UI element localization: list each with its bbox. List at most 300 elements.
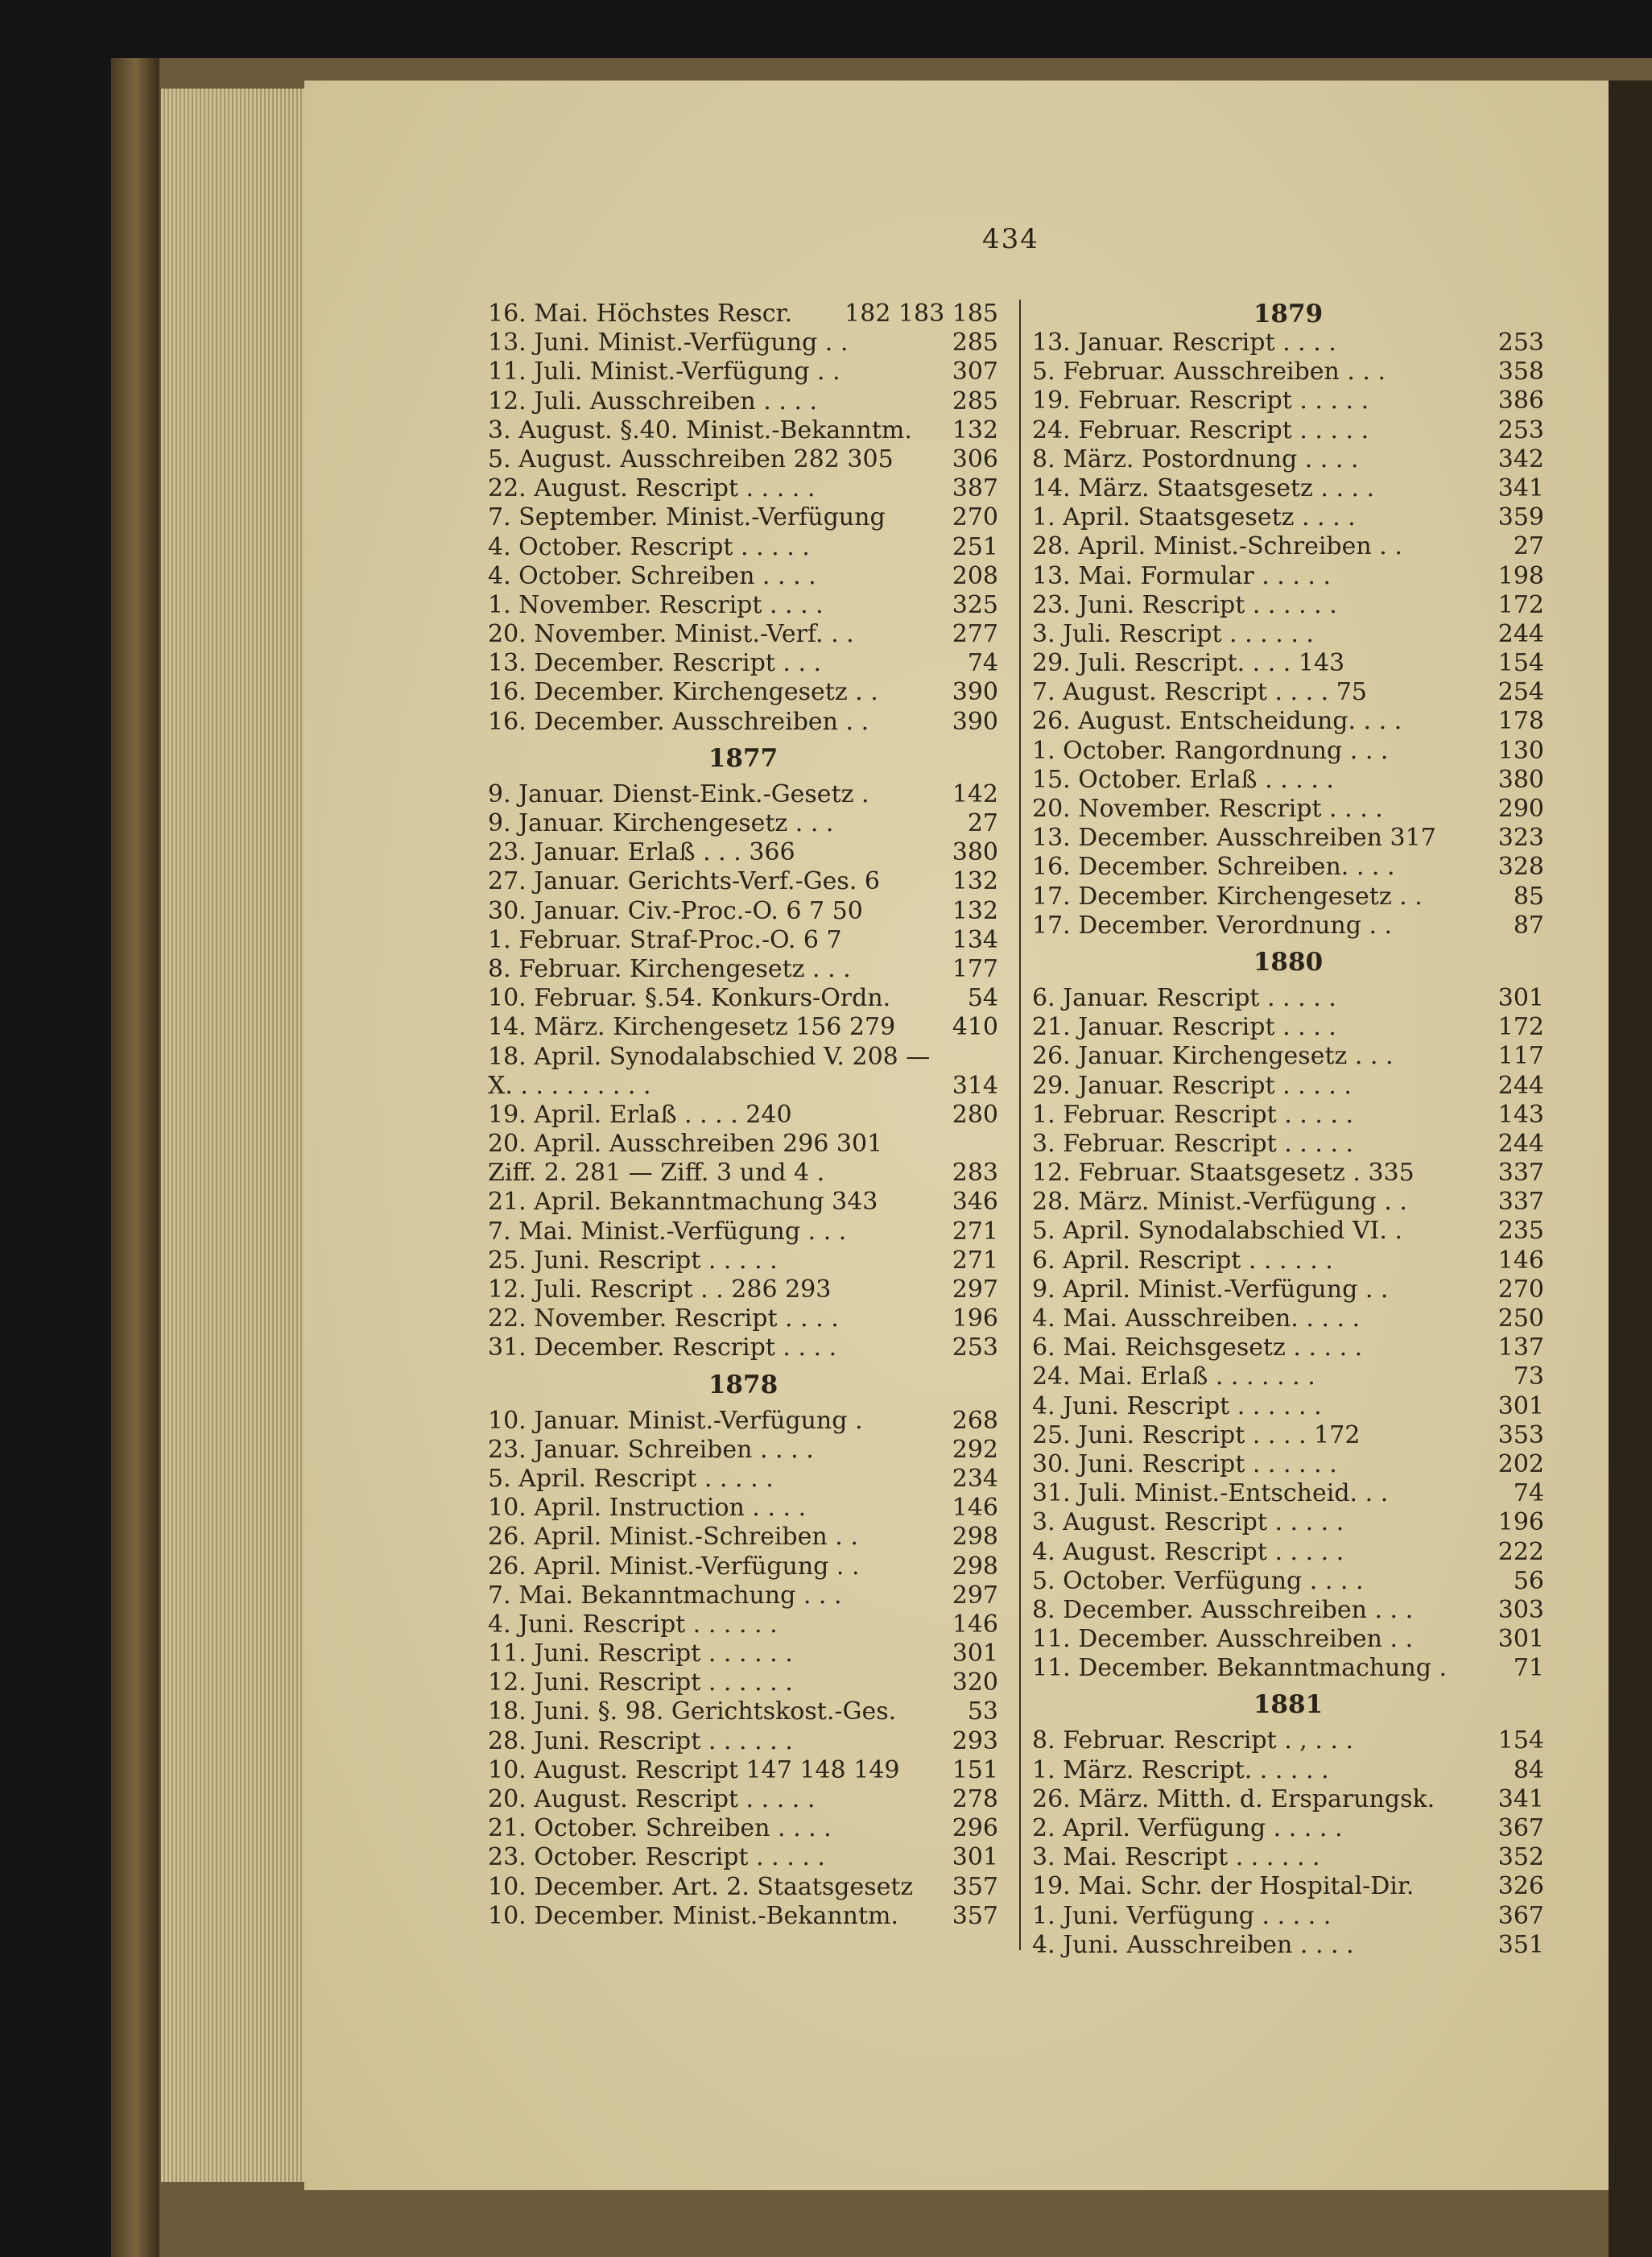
entry-text: 25. Juni. Rescript . . . . . [488, 1246, 778, 1275]
index-entry [488, 1333, 998, 1362]
entry-text: 5. April. Rescript . . . . . [488, 1464, 774, 1493]
entry-text: 29. Juli. Rescript. . . . 143 [1032, 649, 1345, 678]
entry-page-refs: 202 [1497, 1449, 1544, 1478]
entry-text: 4. October. Rescript . . . . . [488, 532, 810, 561]
index-entry [1032, 1101, 1544, 1130]
entry-page-refs: 222 [1497, 1537, 1544, 1566]
entry-page-refs: 132 [952, 867, 998, 896]
index-entry [488, 387, 998, 416]
entry-page-refs: 253 [1497, 415, 1544, 444]
entry-text: 4. October. Schreiben . . . . [488, 561, 816, 590]
entry-page-refs: 303 [1497, 1595, 1544, 1624]
index-entry [1032, 853, 1544, 882]
index-entry [1032, 795, 1544, 824]
entry-page-refs: 74 [967, 649, 998, 678]
entry-text: 28. Juni. Rescript . . . . . . [488, 1726, 793, 1755]
entry-page-refs: 87 [1513, 911, 1544, 940]
entry-page-refs: 196 [952, 1304, 998, 1333]
entry-text: 7. September. Minist.-Verfügung [488, 503, 886, 532]
entry-page-refs: 357 [952, 1901, 998, 1930]
entry-page-refs: 271 [952, 1246, 998, 1275]
entry-page-refs: 271 [952, 1217, 998, 1246]
entry-text: 8. März. Postordnung . . . . [1032, 444, 1359, 473]
entry-page-refs: 296 [952, 1814, 998, 1843]
entry-page-refs: 298 [952, 1552, 998, 1581]
index-entry [1032, 766, 1544, 795]
index-entry [488, 1814, 998, 1843]
index-entry [488, 1727, 998, 1756]
index-entry [1032, 474, 1544, 503]
index-entry [1032, 1275, 1544, 1304]
entry-text: 10. Januar. Minist.-Verfügung . [488, 1406, 863, 1435]
index-entry [1032, 1188, 1544, 1217]
entry-page-refs: 323 [1497, 824, 1544, 853]
entry-page-refs: 253 [952, 1333, 998, 1362]
entry-text: 7. August. Rescript . . . . 75 [1032, 678, 1367, 707]
entry-text: 10. December. Minist.-Bekanntm. [488, 1901, 899, 1930]
index-entry [488, 1275, 998, 1304]
year-heading: 1877 [708, 743, 779, 773]
entry-page-refs: 244 [1497, 1071, 1544, 1100]
index-entry [1032, 1072, 1544, 1101]
entry-page-refs: 390 [952, 707, 998, 736]
entry-text: 9. April. Minist.-Verfügung . . [1032, 1275, 1389, 1304]
index-entry [1032, 1217, 1544, 1246]
entry-text: 20. August. Rescript . . . . . [488, 1785, 816, 1814]
entry-page-refs: 234 [952, 1464, 998, 1493]
entry-text: 3. Februar. Rescript . . . . . [1032, 1129, 1354, 1158]
entry-page-refs: 172 [1497, 1013, 1544, 1042]
entry-page-refs: 154 [1497, 1726, 1544, 1755]
index-entry [1032, 883, 1544, 911]
entry-page-refs: 85 [1513, 882, 1544, 911]
entry-page-refs: 328 [1497, 853, 1544, 882]
index-entry [488, 329, 998, 358]
entry-text: 11. December. Bekanntmachung . [1032, 1654, 1448, 1683]
index-entry [1032, 1902, 1544, 1931]
entry-text: 13. December. Rescript . . . [488, 649, 822, 678]
index-entry [488, 591, 998, 620]
entry-text: 23. October. Rescript . . . . . [488, 1843, 825, 1872]
entry-text: 12. Februar. Staatsgesetz . 335 [1032, 1159, 1415, 1188]
entry-text: 11. December. Ausschreiben . . [1032, 1625, 1414, 1654]
entry-text: 7. Mai. Bekanntmachung . . . [488, 1581, 842, 1610]
entry-text: 21. October. Schreiben . . . . [488, 1814, 832, 1843]
index-entry [488, 1494, 998, 1523]
index-entry [1032, 1159, 1544, 1188]
entry-text: 6. Januar. Rescript . . . . . [1032, 983, 1336, 1012]
entry-page-refs: 151 [952, 1755, 998, 1784]
entry-text: 24. Februar. Rescript . . . . . [1032, 415, 1369, 444]
entry-page-refs: 410 [952, 1013, 998, 1042]
entry-text: 20. April. Ausschreiben 296 301 [488, 1130, 883, 1159]
entry-page-refs: 270 [1497, 1275, 1544, 1304]
index-entry [488, 300, 998, 329]
index-entry [1032, 1756, 1544, 1785]
entry-text: 12. Juni. Rescript . . . . . . [488, 1668, 793, 1697]
entry-text: 4. Mai. Ausschreiben. . . . . [1032, 1304, 1361, 1333]
index-entry [488, 1639, 998, 1668]
entry-text: 6. April. Rescript . . . . . . [1032, 1246, 1333, 1275]
entry-page-refs: 244 [1497, 619, 1544, 648]
entry-text: 1. Februar. Straf-Proc.-O. 6 7 [488, 925, 842, 954]
entry-text: 16. December. Ausschreiben . . [488, 707, 869, 736]
index-entry [1032, 1333, 1544, 1362]
index-entry [488, 1523, 998, 1552]
entry-page-refs: 301 [952, 1639, 998, 1668]
index-entry [488, 1668, 998, 1697]
entry-page-refs: 341 [1497, 1784, 1544, 1813]
entry-text: 10. Februar. §.54. Konkurs-Ordn. [488, 984, 891, 1013]
index-entry [488, 1130, 998, 1159]
entry-text: 22. November. Rescript . . . . [488, 1304, 839, 1333]
entry-page-refs: 301 [1497, 1625, 1544, 1654]
index-entry [1032, 1450, 1544, 1479]
index-entry [488, 809, 998, 838]
entry-text: 10. August. Rescript 147 148 149 [488, 1755, 900, 1784]
entry-text: 30. Januar. Civ.-Proc.-O. 6 7 50 [488, 896, 863, 925]
entry-page-refs: 298 [952, 1523, 998, 1552]
index-entry [1032, 1479, 1544, 1508]
right-index-column [1032, 300, 1544, 1960]
entry-page-refs: 285 [952, 329, 998, 358]
index-entry [488, 1436, 998, 1465]
entry-page-refs: 285 [952, 387, 998, 415]
entry-page-refs: 301 [1497, 1391, 1544, 1420]
entry-page-refs: 342 [1497, 444, 1544, 473]
entry-page-refs: 71 [1513, 1654, 1544, 1683]
entry-text: 29. Januar. Rescript . . . . . [1032, 1071, 1352, 1100]
entry-page-refs: 53 [967, 1697, 998, 1726]
entry-page-refs: 351 [1497, 1930, 1544, 1959]
entry-page-refs: 177 [952, 954, 998, 983]
year-heading: 1878 [708, 1370, 779, 1399]
entry-text: 5. April. Synodalabschied VI. . [1032, 1217, 1403, 1246]
entry-page-refs: 54 [967, 984, 998, 1013]
entry-text: Ziff. 2. 281 — Ziff. 3 und 4 . [488, 1159, 825, 1188]
entry-text: 24. Mai. Erlaß . . . . . . . [1032, 1362, 1315, 1391]
index-entry [1032, 1392, 1544, 1421]
entry-text: 7. Mai. Minist.-Verfügung . . . [488, 1217, 847, 1246]
entry-text: 3. August. §.40. Minist.-Bekanntm. [488, 415, 912, 444]
entry-text: 30. Juni. Rescript . . . . . . [1032, 1449, 1337, 1478]
entry-text: 4. Juni. Rescript . . . . . . [1032, 1391, 1322, 1420]
index-entry [488, 503, 998, 532]
entry-page-refs: 341 [1497, 473, 1544, 502]
entry-page-refs: 359 [1497, 503, 1544, 532]
index-entry [1032, 1042, 1544, 1071]
index-entry [488, 708, 998, 737]
entry-text: 5. August. Ausschreiben 282 305 [488, 444, 894, 473]
entry-page-refs: 196 [1497, 1508, 1544, 1537]
entry-page-refs: 357 [952, 1872, 998, 1901]
entry-text: 25. Juni. Rescript . . . . 172 [1032, 1420, 1361, 1449]
entry-page-refs: 337 [1497, 1159, 1544, 1188]
index-entry [1032, 1814, 1544, 1843]
index-entry [1032, 620, 1544, 649]
index-entry [1032, 1304, 1544, 1333]
index-entry [488, 1217, 998, 1246]
entry-text: 22. August. Rescript . . . . . [488, 474, 816, 503]
entry-text: 11. Juli. Minist.-Verfügung . . [488, 358, 840, 387]
entry-text: 12. Juli. Rescript . . 286 293 [488, 1275, 832, 1304]
index-entry [1032, 1872, 1544, 1901]
index-entry [1032, 1013, 1544, 1042]
entry-page-refs: 182 183 185 [845, 300, 998, 328]
entry-text: 28. April. Minist.-Schreiben . . [1032, 532, 1402, 561]
index-entry [1032, 416, 1544, 445]
entry-page-refs: 277 [952, 620, 998, 649]
index-entry [1032, 1421, 1544, 1450]
index-entry [1032, 1567, 1544, 1596]
entry-text: 17. December. Kirchengesetz . . [1032, 882, 1423, 911]
entry-page-refs: 198 [1497, 561, 1544, 590]
entry-page-refs: 352 [1497, 1843, 1544, 1872]
entry-text: 16. December. Schreiben. . . . [1032, 853, 1395, 882]
entry-page-refs: 154 [1497, 649, 1544, 678]
entry-page-refs: 253 [1497, 329, 1544, 357]
index-entry [1032, 678, 1544, 707]
entry-page-refs: 251 [952, 532, 998, 561]
index-entry [488, 649, 998, 678]
index-entry [1032, 562, 1544, 591]
index-entry [488, 1552, 998, 1581]
year-heading: 1879 [1253, 300, 1324, 329]
index-entry [488, 838, 998, 867]
entry-text: 1. Februar. Rescript . . . . . [1032, 1100, 1354, 1129]
entry-page-refs: 84 [1513, 1755, 1544, 1784]
entry-page-refs: 320 [952, 1668, 998, 1697]
entry-page-refs: 337 [1497, 1188, 1544, 1217]
index-entry [1032, 1538, 1544, 1567]
entry-text: 15. October. Erlaß . . . . . [1032, 765, 1334, 794]
index-entry [488, 955, 998, 984]
index-entry [1032, 707, 1544, 736]
entry-page-refs: 143 [1497, 1100, 1544, 1129]
entry-text: 5. Februar. Ausschreiben . . . [1032, 358, 1386, 387]
entry-text: 4. August. Rescript . . . . . [1032, 1537, 1344, 1566]
entry-page-refs: 292 [952, 1435, 998, 1464]
entry-page-refs: 390 [952, 678, 998, 707]
index-entry [1032, 445, 1544, 474]
entry-text: 28. März. Minist.-Verfügung . . [1032, 1188, 1407, 1217]
entry-page-refs: 130 [1497, 736, 1544, 765]
entry-page-refs: 297 [952, 1275, 998, 1304]
entry-page-refs: 27 [967, 809, 998, 837]
index-entry [488, 1304, 998, 1333]
index-entry [488, 1043, 998, 1101]
entry-page-refs: 314 [952, 1071, 998, 1100]
entry-text: 8. Februar. Rescript . , . . . [1032, 1726, 1354, 1755]
index-entry [488, 984, 998, 1013]
index-entry [488, 416, 998, 445]
facing-page-edge [1609, 81, 1652, 2257]
entry-page-refs: 293 [952, 1726, 998, 1755]
entry-page-refs: 56 [1513, 1566, 1544, 1595]
index-entry [1032, 1596, 1544, 1625]
entry-page-refs: 290 [1497, 795, 1544, 823]
entry-page-refs: 137 [1497, 1333, 1544, 1362]
index-entry [1032, 1654, 1544, 1683]
entry-text: 31. December. Rescript . . . . [488, 1333, 837, 1362]
entry-page-refs: 297 [952, 1581, 998, 1610]
entry-text: 20. November. Rescript . . . . [1032, 795, 1383, 823]
entry-text: 3. Mai. Rescript . . . . . . [1032, 1843, 1320, 1872]
index-entry [1032, 1843, 1544, 1872]
entry-page-refs: 280 [952, 1100, 998, 1129]
entry-text: 6. Mai. Reichsgesetz . . . . . [1032, 1333, 1363, 1362]
entry-page-refs: 146 [952, 1610, 998, 1639]
entry-text: 26. August. Entscheidung. . . . [1032, 707, 1402, 736]
index-entry [1032, 824, 1544, 853]
entry-page-refs: 367 [1497, 1814, 1544, 1842]
index-entry [1032, 591, 1544, 620]
index-entry [488, 474, 998, 503]
entry-text: 1. März. Rescript. . . . . . [1032, 1755, 1329, 1784]
entry-text: 4. Juni. Ausschreiben . . . . [1032, 1930, 1354, 1959]
index-entry [1032, 329, 1544, 358]
entry-text: 9. Januar. Dienst-Eink.-Gesetz . [488, 779, 869, 808]
entry-text: 26. April. Minist.-Verfügung . . [488, 1552, 860, 1581]
index-entry [488, 1188, 998, 1217]
index-entry [488, 1246, 998, 1275]
entry-text: 23. Januar. Schreiben . . . . [488, 1435, 814, 1464]
index-entry [488, 620, 998, 649]
entry-text: 26. April. Minist.-Schreiben . . [488, 1523, 858, 1552]
entry-page-refs: 387 [952, 474, 998, 503]
index-entry [1032, 1931, 1544, 1960]
entry-text: 26. März. Mitth. d. Ersparungsk. [1032, 1784, 1435, 1813]
index-entry [1032, 1726, 1544, 1755]
entry-text: 16. Mai. Höchstes Rescr. [488, 300, 793, 328]
index-entry [488, 926, 998, 955]
page-number: 434 [982, 223, 1039, 255]
index-entry [488, 1013, 998, 1042]
entry-page-refs: 244 [1497, 1129, 1544, 1158]
index-entry [1032, 358, 1544, 387]
index-entry [488, 1756, 998, 1785]
index-entry [488, 445, 998, 474]
entry-page-refs: 132 [952, 415, 998, 444]
entry-page-refs: 386 [1497, 387, 1544, 415]
entry-page-refs: 307 [952, 358, 998, 387]
entry-page-refs: 353 [1497, 1420, 1544, 1449]
entry-text: 10. April. Instruction . . . . [488, 1494, 807, 1523]
index-entry [488, 562, 998, 591]
entry-text: 21. April. Bekanntmachung 343 [488, 1188, 878, 1217]
index-entry [488, 897, 998, 926]
entry-page-refs: 278 [952, 1785, 998, 1814]
index-entry [488, 1697, 998, 1726]
index-entry [1032, 532, 1544, 561]
entry-text: 13. December. Ausschreiben 317 [1032, 824, 1436, 853]
entry-page-refs: 346 [952, 1188, 998, 1217]
entry-text: 13. Mai. Formular . . . . . [1032, 561, 1332, 590]
index-entry [1032, 387, 1544, 415]
entry-page-refs: 306 [952, 444, 998, 473]
index-entry [488, 867, 998, 896]
year-heading: 1881 [1253, 1690, 1324, 1720]
entry-page-refs: 117 [1497, 1042, 1544, 1071]
entry-text: 23. Juni. Rescript . . . . . . [1032, 590, 1337, 619]
entry-page-refs: 74 [1513, 1479, 1544, 1508]
entry-page-refs: 301 [952, 1843, 998, 1872]
entry-page-refs: 283 [952, 1159, 998, 1188]
index-entry [488, 1101, 998, 1130]
entry-page-refs: 235 [1497, 1217, 1544, 1246]
entry-text: 14. März. Staatsgesetz . . . . [1032, 473, 1375, 502]
index-entry [488, 533, 998, 562]
year-heading: 1880 [1253, 947, 1324, 977]
entry-text: 23. Januar. Erlaß . . . 366 [488, 838, 795, 867]
index-entry [1032, 1508, 1544, 1537]
entry-text: 9. Januar. Kirchengesetz . . . [488, 809, 834, 837]
entry-text: 27. Januar. Gerichts-Verf.-Ges. 6 [488, 867, 880, 896]
entry-text: 13. Juni. Minist.-Verfügung . . [488, 329, 849, 358]
index-entry [488, 1159, 998, 1188]
index-entry [488, 1407, 998, 1436]
entry-page-refs: 254 [1497, 678, 1544, 707]
entry-text: 26. Januar. Kirchengesetz . . . [1032, 1042, 1394, 1071]
entry-page-refs: 268 [952, 1406, 998, 1435]
index-entry [488, 780, 998, 809]
index-entry [1032, 649, 1544, 678]
entry-page-refs: 301 [1497, 983, 1544, 1012]
index-entry [1032, 1246, 1544, 1275]
index-entry [1032, 1130, 1544, 1159]
entry-text: 18. April. Synodalabschied V. 208 — X. . . . . . . . . . [488, 1042, 931, 1100]
page-stack-edge [161, 89, 322, 2182]
index-entry [488, 678, 998, 707]
entry-text: 8. December. Ausschreiben . . . [1032, 1595, 1414, 1624]
entry-text: 19. Februar. Rescript . . . . . [1032, 387, 1369, 415]
index-entry [1032, 737, 1544, 766]
entry-text: 3. Juli. Rescript . . . . . . [1032, 619, 1314, 648]
entry-page-refs: 325 [952, 590, 998, 619]
book-spine-edge [111, 58, 159, 2257]
entry-text: 18. Juni. §. 98. Gerichtskost.-Ges. [488, 1697, 897, 1726]
entry-text: 13. Januar. Rescript . . . . [1032, 329, 1336, 357]
entry-text: 14. März. Kirchengesetz 156 279 [488, 1013, 896, 1042]
entry-text: 5. October. Verfügung . . . . [1032, 1566, 1364, 1595]
entry-page-refs: 358 [1497, 358, 1544, 387]
left-index-column [488, 300, 998, 1931]
entry-page-refs: 27 [1513, 532, 1544, 561]
index-entry [488, 1610, 998, 1639]
entry-page-refs: 142 [952, 779, 998, 808]
entry-text: 3. August. Rescript . . . . . [1032, 1508, 1344, 1537]
entry-text: 1. November. Rescript . . . . [488, 590, 824, 619]
index-entry [1032, 503, 1544, 532]
entry-text: 1. Juni. Verfügung . . . . . [1032, 1901, 1332, 1930]
entry-page-refs: 178 [1497, 707, 1544, 736]
entry-page-refs: 146 [952, 1494, 998, 1523]
entry-page-refs: 380 [1497, 765, 1544, 794]
entry-text: 12. Juli. Ausschreiben . . . . [488, 387, 818, 415]
entry-text: 11. Juni. Rescript . . . . . . [488, 1639, 793, 1668]
entry-text: 1. April. Staatsgesetz . . . . [1032, 503, 1356, 532]
column-divider [1019, 300, 1021, 1950]
entry-text: 19. April. Erlaß . . . . 240 [488, 1100, 792, 1129]
entry-text: 31. Juli. Minist.-Entscheid. . . [1032, 1479, 1389, 1508]
index-entry [488, 1785, 998, 1814]
entry-page-refs: 132 [952, 896, 998, 925]
index-entry [1032, 1625, 1544, 1654]
index-entry [488, 1843, 998, 1872]
entry-page-refs: 134 [952, 925, 998, 954]
index-entry [488, 1873, 998, 1902]
entry-text: 4. Juni. Rescript . . . . . . [488, 1610, 778, 1639]
